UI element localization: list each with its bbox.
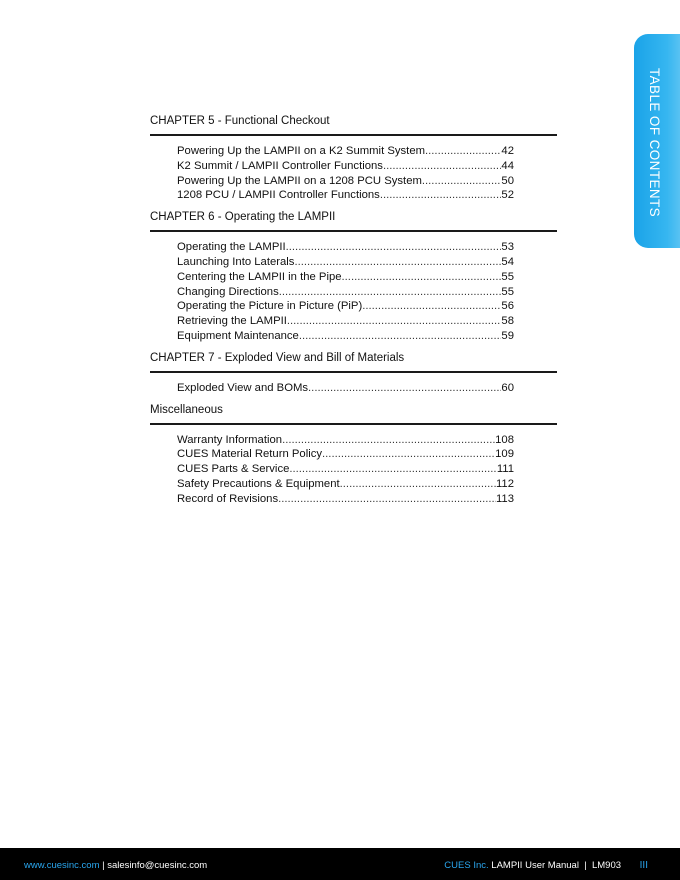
entry-title: Powering Up the LAMPII on a K2 Summit System (177, 145, 426, 157)
dot-leader (279, 285, 502, 300)
toc-entry[interactable] (177, 492, 514, 507)
side-tab-label: TABLE OF CONTENTS (647, 68, 662, 218)
dot-leader (342, 270, 502, 285)
dot-leader (299, 329, 502, 344)
toc-entry[interactable] (177, 447, 514, 462)
entry-title: K2 Summit / LAMPII Controller Functions (177, 159, 383, 172)
entry-title: Retrieving the LAMPII (177, 315, 287, 328)
dot-leader (383, 159, 501, 174)
entry-title: Centering the LAMPII in the Pipe (177, 270, 342, 283)
toc-entry[interactable] (177, 329, 514, 344)
toc-entry[interactable] (177, 285, 514, 300)
chapter-entries (150, 136, 557, 203)
dot-leader (287, 314, 502, 329)
entry-page: 55 (501, 270, 514, 283)
chapter-entries (150, 232, 557, 344)
entry-title: Changing Directions (177, 285, 279, 298)
toc-entry[interactable] (177, 159, 514, 174)
toc-entry[interactable] (177, 314, 514, 329)
page-footer (0, 848, 680, 880)
entry-title: Safety Precautions & Equipment (177, 477, 340, 490)
chapter-title: CHAPTER 7 - Exploded View and Bill of Materials (150, 351, 557, 373)
dot-leader (362, 299, 501, 314)
entry-page: 54 (501, 255, 514, 268)
entry-title: Operating the LAMPII (177, 241, 286, 254)
dot-leader (289, 462, 496, 477)
entry-page: 112 (495, 477, 514, 490)
entry-page: 53 (501, 241, 514, 254)
toc-entry[interactable] (177, 240, 514, 255)
chapter-title: Miscellaneous (150, 403, 557, 425)
footer-contact (24, 860, 207, 871)
entry-page: 42 (501, 145, 514, 157)
entry-page: 50 (501, 174, 514, 187)
dot-leader (422, 174, 502, 189)
entry-title: Warranty Information (177, 433, 283, 446)
toc-entry[interactable] (177, 381, 514, 396)
chapter-entries (150, 425, 557, 507)
chapter-title: CHAPTER 6 - Operating the LAMPII (150, 210, 557, 232)
entry-page: 111 (496, 463, 514, 476)
entry-title: 1208 PCU / LAMPII Controller Functions (177, 189, 380, 202)
miscellaneous-section (150, 403, 557, 507)
entry-page: 56 (501, 300, 514, 313)
chapter-title: CHAPTER 5 - Functional Checkout (150, 114, 557, 136)
dot-leader (278, 492, 496, 507)
entry-page: 52 (501, 189, 514, 202)
toc-entry[interactable] (177, 188, 514, 203)
email-link[interactable]: | salesinfo@cuesinc.com (102, 860, 208, 871)
chapter-entries (150, 373, 557, 396)
dot-leader (322, 447, 495, 462)
page-number: III (639, 860, 648, 871)
entry-title: Exploded View and BOMs (177, 381, 309, 394)
website-link[interactable]: www.cuesinc.com (24, 860, 100, 871)
entry-title: CUES Material Return Policy (177, 448, 323, 461)
footer-document-info (444, 860, 648, 871)
dot-leader (294, 255, 501, 270)
chapter-7-section (150, 351, 557, 396)
chapter-5-section (150, 114, 557, 203)
entry-page: 60 (501, 381, 514, 394)
company-name: CUES Inc. (444, 860, 489, 871)
dot-leader (282, 433, 495, 448)
entry-page: 44 (501, 159, 514, 172)
entry-title: CUES Parts & Service (177, 463, 290, 476)
chapter-6-section (150, 210, 557, 344)
entry-page: 109 (495, 448, 514, 461)
dot-leader (425, 144, 501, 159)
toc-entry[interactable] (177, 433, 514, 448)
dot-leader (380, 188, 502, 203)
entry-page: 108 (495, 433, 514, 446)
table-of-contents (150, 114, 557, 514)
toc-entry[interactable] (177, 462, 514, 477)
entry-title: Equipment Maintenance (177, 329, 299, 342)
entry-title: Powering Up the LAMPII on a 1208 PCU System (177, 174, 422, 187)
toc-entry[interactable] (177, 144, 514, 159)
entry-title: Record of Revisions (177, 492, 279, 505)
manual-reference: LAMPII User Manual | LM903 (491, 860, 622, 871)
entry-title: Launching Into Laterals (177, 255, 295, 268)
entry-page: 58 (501, 315, 514, 328)
entry-title: Operating the Picture in Picture (PiP) (177, 300, 363, 313)
toc-entry[interactable] (177, 255, 514, 270)
entry-page: 113 (495, 492, 514, 505)
toc-entry[interactable] (177, 477, 514, 492)
dot-leader (286, 240, 502, 255)
dot-leader (308, 381, 501, 396)
toc-entry[interactable] (177, 299, 514, 314)
toc-entry[interactable] (177, 174, 514, 189)
entry-page: 59 (501, 329, 514, 342)
entry-page: 55 (501, 285, 514, 298)
toc-entry[interactable] (177, 270, 514, 285)
dot-leader (340, 477, 496, 492)
